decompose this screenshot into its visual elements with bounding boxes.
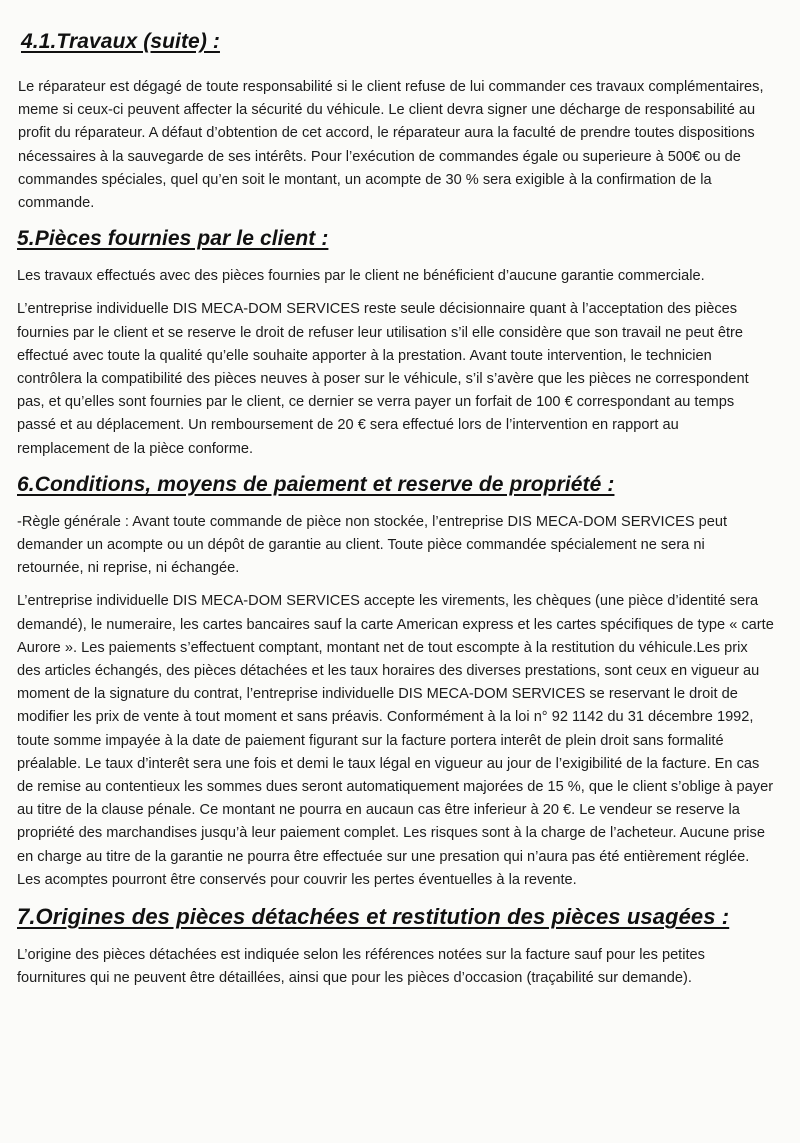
paragraph: L’origine des pièces détachées est indiquée selon les références notées sur la facture sauf pour les petites fournitures qui ne peuvent être détaillées, ainsi que pour les pièces d’occasion (traçabilité sur demande).: [17, 947, 705, 987]
paragraph: Les travaux effectués avec des pièces fournies par le client ne bénéficient d’aucune garantie commerciale.: [17, 268, 705, 285]
paragraph: -Règle générale : Avant toute commande de pièce non stockée, l’entreprise DIS MECA-DOM SERVICES peut demander un acompte ou un dépôt de garantie au client. Toute pièce commandée spécialement ne sera ni retournée, ni reprise, ni échangée.: [17, 513, 728, 577]
paragraph: L’entreprise individuelle DIS MECA-DOM SERVICES accepte les virements, les chèques (une pièce d’identité sera demandé), le numeraire, les cartes bancaires sauf la carte American express et les cartes spécifiques de type « carte Aurore ». Les paiements s’effectuent comptant, montant net de tout escompte à la restitution du véhicule.Les prix des articles échangés, des pièces détachées et les taux horaires des diverses prestations, sont ceux en vigueur au moment de la signature du contrat, l’entreprise individuelle DIS MECA-DOM SERVICES se reservant le droit de modifier les prix de vente à tout moment et sans préavis. Conformément à la loi n° 92 1142 du 31 décembre 1992, toute somme impayée à la date de paiement figurant sur la facture portera interêt de plein droit sans formalité préalable. Le taux d’interêt sera une fois et demi le taux légal en vigueur au jour de l’exigibilité de la facture. En cas de remise au contentieux les sommes dues seront automatiquement majorées de 15 %, que le client s’oblige à payer au titre de la clause pénale. Ce montant ne pourra en aucaun cas être inferieur à 20 €. Le vendeur se reserve la propriété des marchandises jusqu’à leur paiement complet. Les risques sont à la charge de l’acheteur. Aucune prise en charge au titre de la garantie ne pourra être effectuée sur une presation qui n’aura pas été entièrement réglée. Les acomptes pourront être conservés pour couvrir les pertes éventuelles à la revente.: [17, 593, 774, 888]
section-6-conditions-paiement: [17, 473, 774, 892]
section-5-pieces-fournies: [17, 227, 774, 461]
section-heading: 7.Origines des pièces détachées et restitution des pièces usagées :: [17, 904, 730, 930]
section-7-origines-pieces: [17, 904, 774, 990]
section-heading: 5.Pièces fournies par le client :: [17, 227, 329, 251]
paragraph: Le réparateur est dégagé de toute responsabilité si le client refuse de lui commander ces travaux complémentaires, meme si ceux-ci peuvent affecter la sécurité du véhicule. Le client devra signer une décharge de responsabilité au profit du réparateur. A défaut d’obtention de cet accord, le réparateur aura la faculté de prendre toutes dispositions nécessaires à la sauvegarde de ses intérêts. Pour l’exécution de commandes égale ou superieure à 500€ ou de commandes spéciales, quel qu’en soit le montant, un acompte de 30 % sera exigible à la confirmation de la commande.: [18, 79, 764, 212]
section-4-1-travaux: [17, 30, 774, 215]
section-heading: 4.1.Travaux (suite) :: [21, 30, 220, 53]
paragraph: L’entreprise individuelle DIS MECA-DOM SERVICES reste seule décisionnaire quant à l’acceptation des pièces fournies par le client et se reserve le droit de refuser leur utilisation s’il elle considère que son travail ne peut être effectué avec toute la qualité qu’elle souhaite apporter à la prestation. Avant toute intervention, le technicien contrôlera la compatibilité des pièces neuves à poser sur le véhicule, s’il s’avère que les pièces ne correspondent pas, et qu’elles sont fournies par le client, ce dernier se verra payer un forfait de 100 € correspondant au temps passé et au déplacement. Un remboursement de 20 € sera effectué lors de l’intervention en rapport au remplacement de la pièce conforme.: [17, 301, 749, 457]
section-heading: 6.Conditions, moyens de paiement et reserve de propriété :: [17, 472, 615, 496]
